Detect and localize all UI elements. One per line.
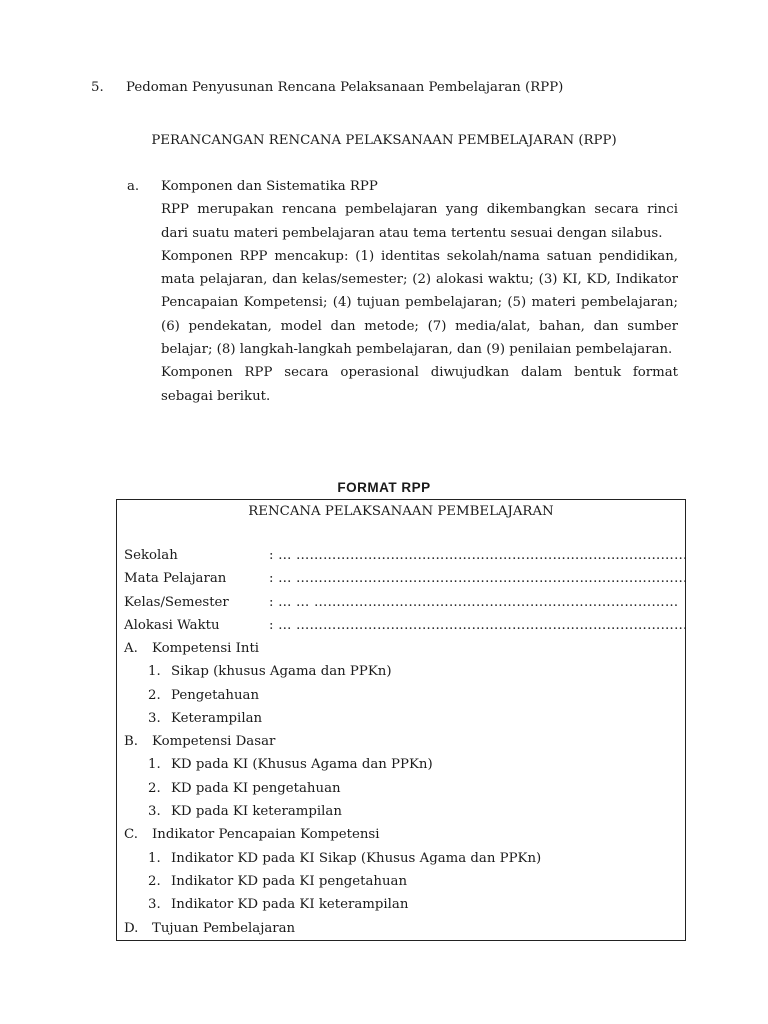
item-number: 1. <box>148 850 161 866</box>
item-number: 3. <box>148 710 161 726</box>
section-number: 5. <box>91 80 104 95</box>
field-value: : … …………………………………………………………………………… <box>269 617 688 633</box>
outline-title: Kompetensi Dasar <box>152 734 276 750</box>
item-text: KD pada KI keterampilan <box>171 804 342 820</box>
item-number: 1. <box>148 757 161 773</box>
outline-letter: D. <box>124 920 139 936</box>
item-number: 2. <box>148 873 161 889</box>
item-number: 1. <box>148 664 161 680</box>
outline-letter: B. <box>124 734 138 750</box>
outline-title: Tujuan Pembelajaran <box>152 920 296 936</box>
item-text: KD pada KI (Khusus Agama dan PPKn) <box>171 757 433 773</box>
outline-letter: C. <box>124 827 138 843</box>
paragraph: Komponen RPP mencakup: (1) identitas sekolah/nama satuan pendidikan, mata pelajaran, dan kelas/semester; (2) alokasi waktu; (3) KI, KD, Indikator Pencapaian Kompetensi; (4) tujuan pembelajaran; (5) materi pembelajaran; (6) pendekatan, model dan metode; (7) media/alat, bahan, dan sumber belajar; (8) langkah-langkah pembelajaran, dan (9) penilaian pembelajaran. <box>161 248 678 358</box>
field-label: Alokasi Waktu <box>124 617 220 633</box>
field-label: Sekolah <box>124 548 178 563</box>
outline-letter: A. <box>124 641 138 656</box>
box-heading: RENCANA PELAKSANAAN PEMBELAJARAN <box>248 504 554 519</box>
document-heading: PERANCANGAN RENCANA PELAKSANAAN PEMBELAJARAN (RPP) <box>151 133 617 148</box>
section-title: Pedoman Penyusunan Rencana Pelaksanaan Pembelajaran (RPP) <box>126 80 564 95</box>
item-text: KD pada KI pengetahuan <box>171 780 341 796</box>
outline-title: Kompetensi Inti <box>152 641 260 656</box>
subsection-letter: a. <box>127 179 140 194</box>
section-heading <box>91 76 563 99</box>
subsection-body <box>161 198 678 408</box>
format-title: FORMAT RPP <box>337 480 431 495</box>
outline-title: Indikator Pencapaian Kompetensi <box>152 827 380 843</box>
item-text: Indikator KD pada KI pengetahuan <box>171 873 408 889</box>
paragraph: RPP merupakan rencana pembelajaran yang dikembangkan secara rinci dari suatu materi pembelajaran atau tema tertentu sesuai dengan silabus. <box>161 202 678 241</box>
paragraph: Komponen RPP secara operasional diwujudkan dalam bentuk format sebagai berikut. <box>161 365 678 404</box>
field-value: : … …………………………………………………………………………… <box>269 548 688 563</box>
field-label: Mata Pelajaran <box>124 571 227 587</box>
subsection-title: Komponen dan Sistematika RPP <box>161 179 378 194</box>
item-text: Indikator KD pada KI Sikap (Khusus Agama dan PPKn) <box>171 850 542 866</box>
item-number: 3. <box>148 897 161 913</box>
item-number: 2. <box>148 687 161 703</box>
item-text: Pengetahuan <box>171 687 260 703</box>
item-text: Keterampilan <box>171 710 263 726</box>
item-number: 2. <box>148 780 161 796</box>
item-number: 3. <box>148 804 161 820</box>
item-text: Indikator KD pada KI keterampilan <box>171 897 409 913</box>
rpp-format-box <box>116 499 686 941</box>
item-text: Sikap (khusus Agama dan PPKn) <box>171 664 392 680</box>
field-value: : … …………………………………………………………………………… <box>269 571 688 587</box>
field-value: : … … ……………………………………………………………………… <box>269 594 679 610</box>
field-label: Kelas/Semester <box>124 594 229 610</box>
